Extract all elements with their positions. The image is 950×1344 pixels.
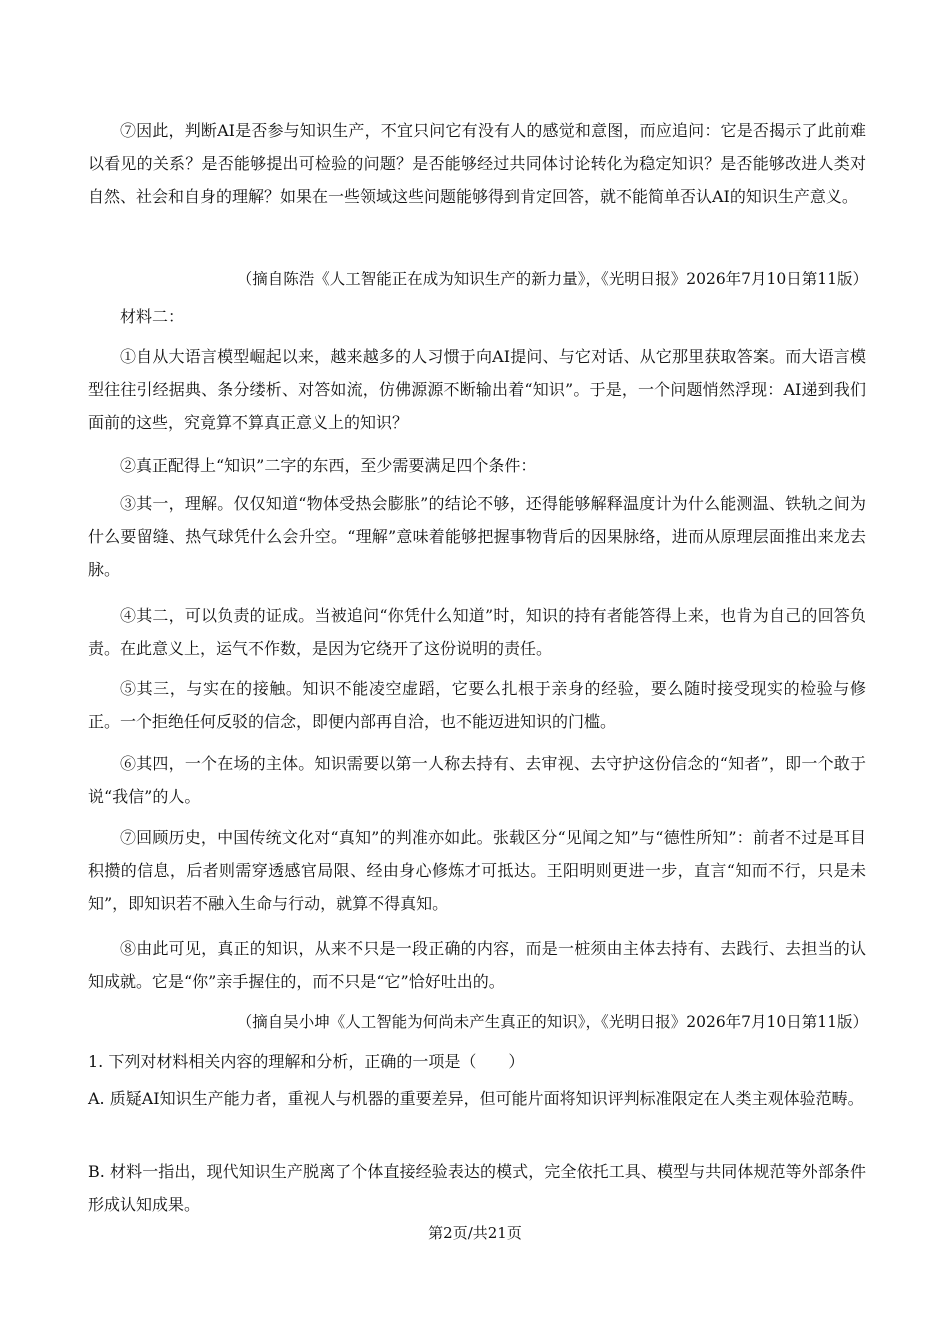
material2-paragraph-3: ③其一，理解。仅仅知道“物体受热会膨胀”的结论不够，还得能够解释温度计为什么能测温、铁轨之间为什么要留缝、热气球凭什么会升空。“理解”意味着能够把握事物背后的因果脉络，进而从原理层面推出来龙去脉。 [88, 494, 866, 579]
material2-paragraph-8: ⑧由此可见，真正的知识，从来不只是一段正确的内容，而是一桩须由主体去持有、去践行、去担当的认知成就。它是“你”亲手握住的，而不只是“它”恰好吐出的。 [88, 939, 866, 991]
question-1-option-b: B. 材料一指出，现代知识生产脱离了个体直接经验表达的模式，完全依托工具、模型与共同体规范等外部条件形成认知成果。 [88, 1162, 866, 1214]
question-1-option-a: A. 质疑AI知识生产能力者，重视人与机器的重要差异，但可能片面将知识评判标准限定在人类主观体验范畴。 [88, 1089, 864, 1108]
material2-heading: 材料二： [120, 307, 185, 326]
question-1-stem: 1. 下列对材料相关内容的理解和分析，正确的一项是（ ） [88, 1052, 525, 1071]
material2-source: （摘自吴小坤《人工智能为何尚未产生真正的知识》，《光明日报》2026年7月10日第11版） [236, 1013, 868, 1031]
material2-paragraph-7: ⑦回顾历史，中国传统文化对“真知”的判准亦如此。张载区分“见闻之知”与“德性所知”：前者不过是耳目积攒的信息，后者则需穿透感官局限、经由身心修炼才可抵达。王阳明则更进一步，直言“知而不行，只是未知”，即知识若不融入生命与行动，就算不得真知。 [88, 828, 866, 913]
material2-paragraph-5: ⑤其三，与实在的接触。知识不能凌空虚蹈，它要么扎根于亲身的经验，要么随时接受现实的检验与修正。一个拒绝任何反驳的信念，即便内部再自洽，也不能迈进知识的门槛。 [88, 679, 866, 731]
material2-paragraph-2: ②真正配得上“知识”二字的东西，至少需要满足四个条件： [120, 456, 537, 475]
material1-paragraph-7: ⑦因此，判断AI是否参与知识生产，不宜只问它有没有人的感觉和意图，而应追问：它是否揭示了此前难以看见的关系？是否能够提出可检验的问题？是否能够经过共同体讨论转化为稳定知识？是否能够改进人类对自然、社会和自身的理解？如果在一些领域这些问题能够得到肯定回答，就不能简单否认AI的知识生产意义。 [88, 121, 866, 206]
page-number: 第2页/共21页 [428, 1224, 522, 1242]
material1-source: （摘自陈浩《人工智能正在成为知识生产的新力量》，《光明日报》2026年7月10日第11版） [236, 270, 868, 288]
material2-paragraph-1: ①自从大语言模型崛起以来，越来越多的人习惯于向AI提问、与它对话、从它那里获取答案。而大语言模型往往引经据典、条分缕析、对答如流，仿佛源源不断输出着“知识”。于是，一个问题悄然浮现：AI递到我们面前的这些，究竟算不算真正意义上的知识？ [88, 347, 866, 432]
material2-paragraph-6: ⑥其四，一个在场的主体。知识需要以第一人称去持有、去审视、去守护这份信念的“知者”，即一个敢于说“我信”的人。 [88, 754, 866, 806]
material2-paragraph-4: ④其二，可以负责的证成。当被追问“你凭什么知道”时，知识的持有者能答得上来，也肯为自己的回答负责。在此意义上，运气不作数，是因为它绕开了这份说明的责任。 [88, 606, 866, 658]
